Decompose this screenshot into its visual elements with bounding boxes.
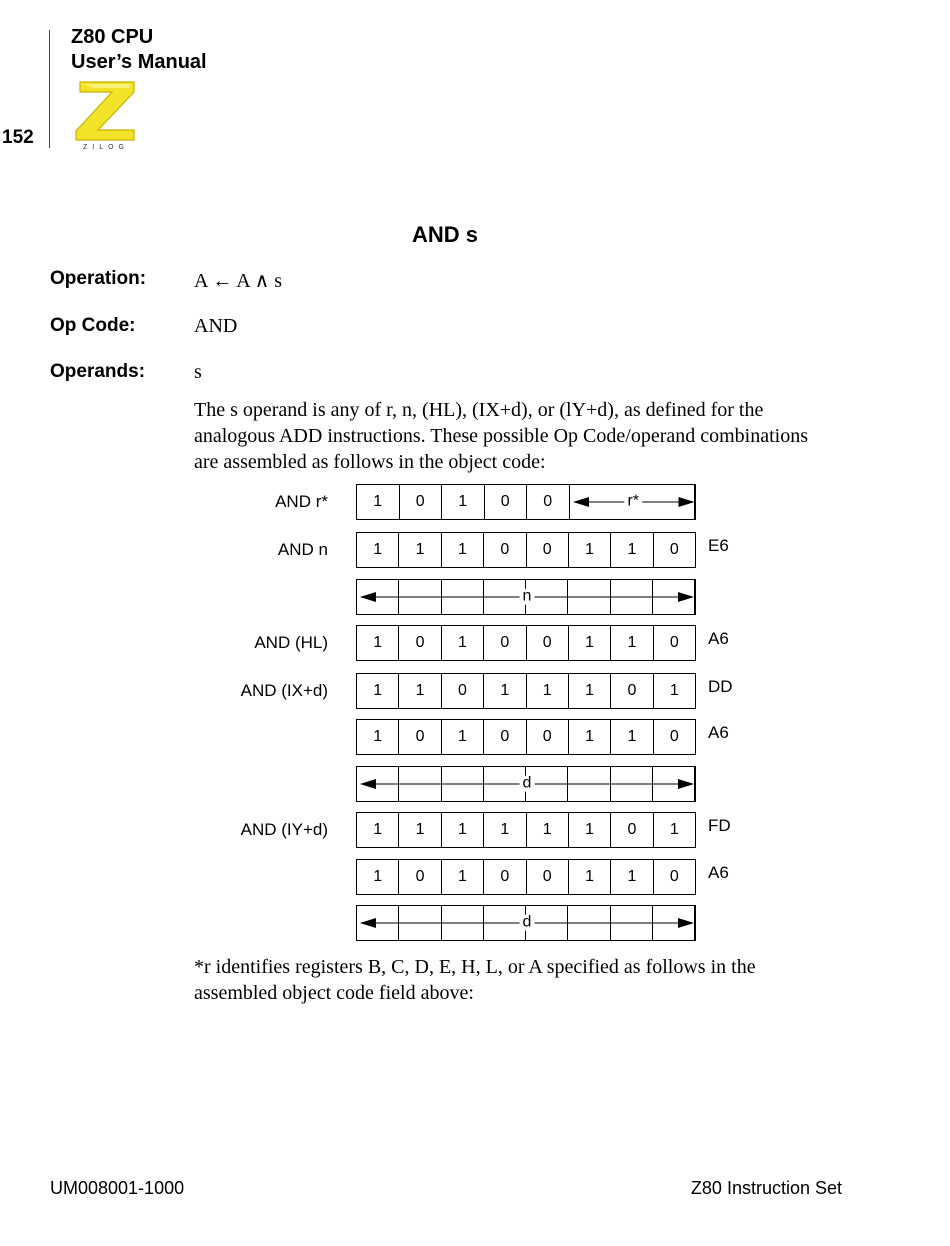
span-label: r* xyxy=(624,494,642,510)
bit-field-row xyxy=(356,905,696,941)
bit-cell: 0 xyxy=(484,860,526,894)
row-label: AND (IX+d) xyxy=(240,681,328,700)
bit-cell: 0 xyxy=(527,533,569,567)
operation-value: A ← A ∧ s xyxy=(194,270,282,292)
bit-cell: 0 xyxy=(399,860,441,894)
manual-title-line2: User’s Manual xyxy=(71,51,207,73)
bit-cell: 0 xyxy=(669,868,679,885)
bit-cell: 1 xyxy=(357,720,399,754)
page-number: 152 xyxy=(2,127,34,148)
manual-title-line1: Z80 CPU xyxy=(71,26,154,48)
bit-field-row xyxy=(356,673,696,709)
bit-cell: 0 xyxy=(527,860,569,894)
bit-cell: 0 xyxy=(400,485,443,519)
bit-cell: 1 xyxy=(442,813,484,847)
bit-cell: 0 xyxy=(527,720,569,754)
operation-label: Operation: xyxy=(50,268,147,289)
hex-code: DD xyxy=(708,677,733,696)
bit-cell: 1 xyxy=(357,533,399,567)
bit-cell: 1 xyxy=(569,626,611,660)
bit-cell: 1 xyxy=(569,813,611,847)
footer-document-id: UM008001-1000 xyxy=(50,1178,185,1198)
bit-cell: 1 xyxy=(442,720,484,754)
bit-field-row xyxy=(356,625,696,661)
bit-cell: 0 xyxy=(527,485,570,519)
logo-text: ZILOG xyxy=(82,144,130,150)
hex-code: A6 xyxy=(708,629,729,648)
bit-cell: 1 xyxy=(527,813,569,847)
bit-field-row xyxy=(356,532,696,568)
bit-cell: 1 xyxy=(484,674,526,708)
bit-cell: 0 xyxy=(611,813,653,847)
bit-cell: 1 xyxy=(357,860,399,894)
bit-field-row xyxy=(356,579,696,615)
row-label: AND (HL) xyxy=(254,633,328,652)
bit-cell: 1 xyxy=(399,533,441,567)
bit-cell: 0 xyxy=(442,674,484,708)
bit-cell: 1 xyxy=(669,682,679,699)
bit-cell: 0 xyxy=(669,541,679,558)
span-label: d xyxy=(520,776,535,792)
bit-cell: 1 xyxy=(569,674,611,708)
bit-cell: 1 xyxy=(442,485,485,519)
operands-value: s xyxy=(194,361,202,383)
bit-cell: 0 xyxy=(669,634,679,651)
bit-cell: 1 xyxy=(569,533,611,567)
bit-cell: 1 xyxy=(442,533,484,567)
bit-cell: 1 xyxy=(569,860,611,894)
zilog-logo xyxy=(70,78,140,150)
bit-cell: 1 xyxy=(569,720,611,754)
bit-cell: 1 xyxy=(611,626,653,660)
instruction-title: AND s xyxy=(411,222,478,247)
row-label: AND r* xyxy=(275,492,328,511)
bit-field-row xyxy=(356,766,696,802)
bit-cell: 1 xyxy=(399,674,441,708)
bit-cell: 0 xyxy=(399,626,441,660)
bit-field-row xyxy=(356,719,696,755)
row-label: AND n xyxy=(277,540,328,559)
row-label: AND (IY+d) xyxy=(240,820,328,839)
span-label: n xyxy=(520,589,535,605)
bit-cell: 1 xyxy=(399,813,441,847)
header-divider-line xyxy=(49,30,50,148)
hex-code: FD xyxy=(708,816,731,835)
register-note: *r identifies registers B, C, D, E, H, L, or A specified as follows in the assembled object code field above: xyxy=(194,956,756,1004)
description-paragraph: The s operand is any of r, n, (HL), (IX+d), or (lY+d), as defined for the analogous ADD instructions. These possible Op Code/operand combinations are assembled as follows in the object code: xyxy=(194,399,808,473)
bit-cell: 1 xyxy=(611,860,653,894)
bit-field-row xyxy=(356,812,696,848)
bit-field-row xyxy=(356,484,696,520)
bit-cell: 1 xyxy=(611,720,653,754)
hex-code: A6 xyxy=(708,863,729,882)
bit-cell: 0 xyxy=(527,626,569,660)
bit-cell: 1 xyxy=(357,626,399,660)
hex-code: A6 xyxy=(708,723,729,742)
bit-cell: 1 xyxy=(442,860,484,894)
opcode-label: Op Code: xyxy=(50,315,136,336)
footer-section-title: Z80 Instruction Set xyxy=(690,1178,842,1198)
bit-cell: 0 xyxy=(484,626,526,660)
bit-cell: 1 xyxy=(611,533,653,567)
bit-cell: 1 xyxy=(357,813,399,847)
bit-cell: 1 xyxy=(484,813,526,847)
bit-cell: 1 xyxy=(357,485,400,519)
opcode-value: AND xyxy=(194,315,238,337)
bit-field-row xyxy=(356,859,696,895)
bit-cell: 0 xyxy=(485,485,528,519)
bit-cell: 1 xyxy=(527,674,569,708)
bit-cell: 1 xyxy=(669,821,679,838)
bit-cell: 0 xyxy=(669,728,679,745)
bit-cell: 1 xyxy=(442,626,484,660)
hex-code: E6 xyxy=(708,536,729,555)
span-label: d xyxy=(520,915,535,931)
bit-cell: 0 xyxy=(611,674,653,708)
bit-cell: 0 xyxy=(399,720,441,754)
operands-label: Operands: xyxy=(50,361,146,382)
bit-cell: 0 xyxy=(484,533,526,567)
bit-cell: 1 xyxy=(357,674,399,708)
bit-cell: 0 xyxy=(484,720,526,754)
